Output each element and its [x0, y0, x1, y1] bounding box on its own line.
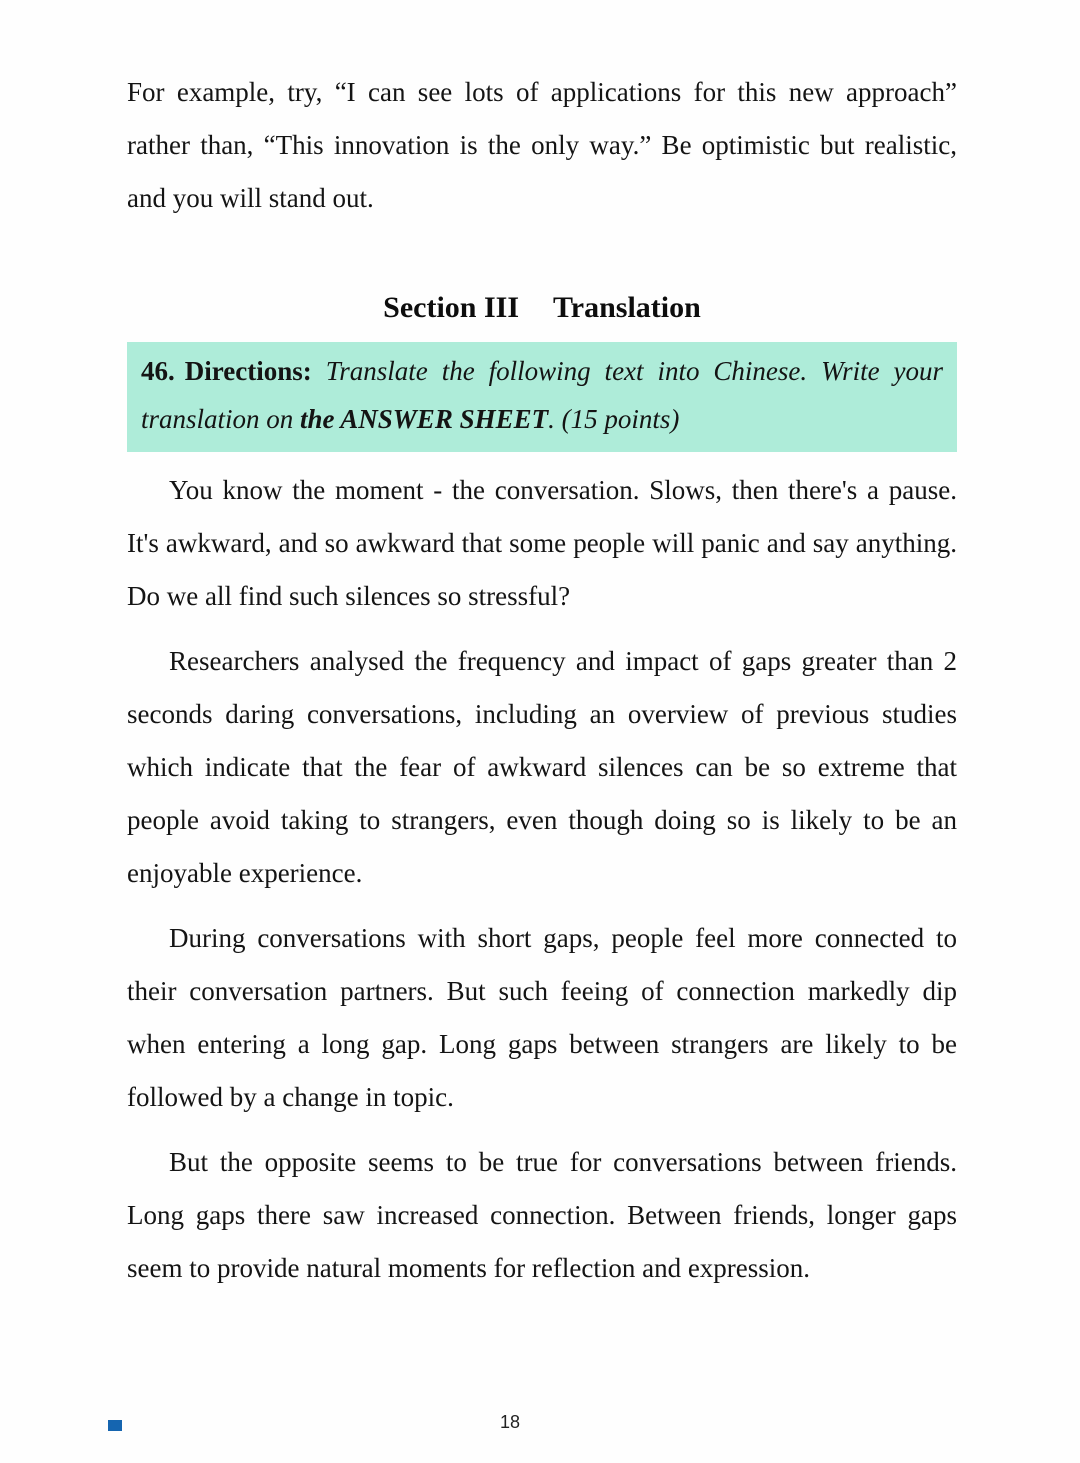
directions-text-1: Translate the following text into Chinese. Write your translation on	[141, 356, 943, 434]
body-paragraph: You know the moment - the conversation. Slows, then there's a pause. It's awkward, and so awkward that some people will panic and say anything. Do we all find such silences so stressful?	[127, 475, 957, 611]
page-number: 18	[499, 1412, 521, 1432]
body-paragraph: During conversations with short gaps, people feel more connected to their conversation partners. But such feeing of connection markedly dip when entering a long gap. Long gaps between strangers are likely to be followed by a change in topic.	[127, 923, 957, 1112]
directions-answer-sheet: the ANSWER SHEET	[300, 404, 549, 434]
section-heading	[127, 287, 957, 329]
section-label: Section III	[383, 291, 520, 324]
question-number: 46.	[141, 356, 175, 386]
directions-label: Directions:	[184, 356, 312, 386]
directions-block	[127, 342, 957, 452]
section-title: Translation	[553, 291, 701, 324]
intro-paragraph: For example, try, “I can see lots of applications for this new approach” rather than, “This innovation is the only way.” Be optimistic but realistic, and you will stand out.	[127, 77, 957, 213]
body-paragraph: Researchers analysed the frequency and impact of gaps greater than 2 seconds daring conversations, including an overview of previous studies which indicate that the fear of awkward silences can be so extreme that people avoid taking to strangers, even though doing so is likely to be an enjoyable experience.	[127, 646, 957, 888]
body-paragraph: But the opposite seems to be true for conversations between friends. Long gaps there saw increased connection. Between friends, longer gaps seem to provide natural moments for reflection and expression.	[127, 1147, 957, 1283]
directions-text-2: . (15 points)	[548, 404, 680, 434]
footer-marker-square	[108, 1420, 122, 1431]
